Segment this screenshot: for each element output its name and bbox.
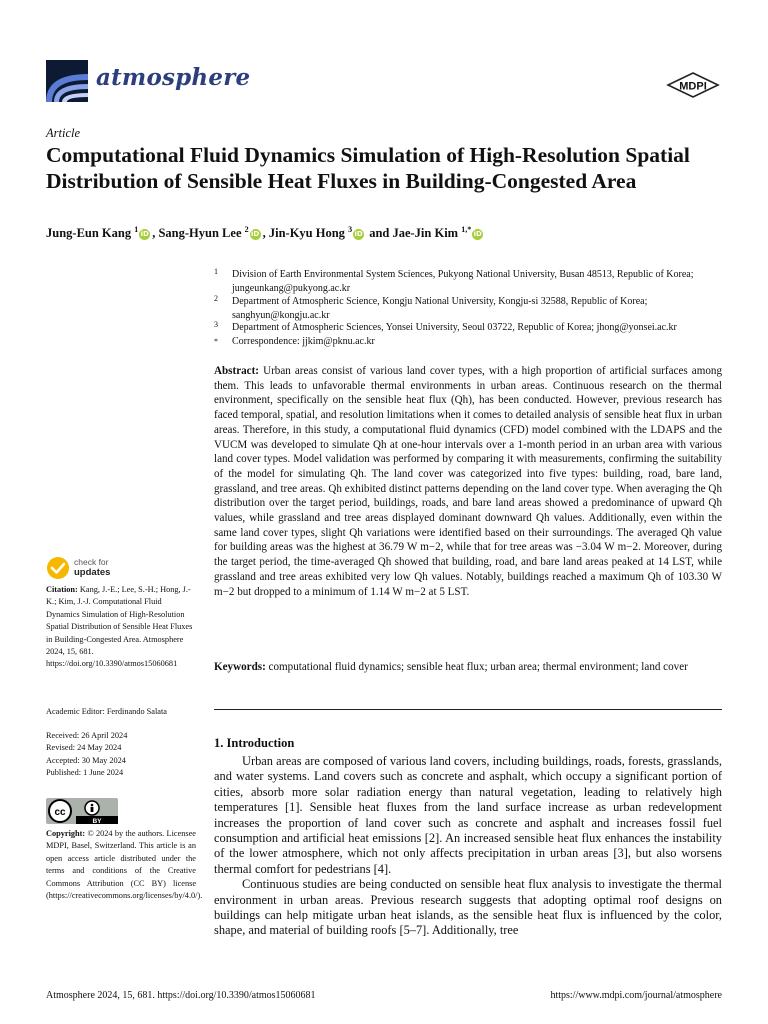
orcid-icon[interactable]: iD [140, 230, 149, 238]
introduction-body [214, 754, 722, 939]
abstract-text: Urban areas consist of various land cover types, with a high proportion of artificial surfaces among them. This leads to unfavorable thermal environments in urban areas. Continuous research on the thermal environment, specifically on the sensible heat flux (Qh), has been conducted. However, previous research has faced temporal, spatial, and resolution limitations when it comes to detailed analysis of sensible heat flux in urban areas. Therefore, in this study, a computational fluid dynamics (CFD) model combined with the LDAPS and the VUCM was developed to simulate Qh at one-hour intervals over a 1-month period in an urban area with various land cover types. Model validation was performed by comparing it with measurements, confirming the suitability of the model for simulating Qh. The land cover was categorized into five types: building, road, bare land, grassland, and tree areas. Qh exhibited distinct patterns depending on the land cover type. When averaging the Qh distribution over the target period, buildings, roads, and bare land areas showed a predominance of upward Qh values, while grassland and tree areas displayed dominant downward Qh values. Additionally, even within the same land cover types, slight Qh variations were identified based on their surroundings. The averaged Qh value for building areas was the highest at 36.79 W m−2, while that for tree areas was −3.04 W m−2. Moreover, during the target period, the time-averaged Qh showed that building, road, and bare land areas peaked at 14 LST, while grassland and tree areas exhibited very low Qh values. Notably, buildings reached a maximum Qh of 103.30 W m−2 but dropped to a minimum of 1.14 W m−2 at 5 LST. [214, 365, 722, 598]
author-name[interactable]: Jin-Kyu Hong [268, 226, 345, 240]
footer-journal-url[interactable]: https://www.mdpi.com/journal/atmosphere [550, 990, 722, 1001]
academic-editor: Academic Editor: Ferdinando Salata [46, 707, 167, 716]
author-name[interactable]: Sang-Hyun Lee [158, 226, 242, 240]
orcid-icon[interactable]: iD [473, 230, 482, 238]
svg-text:MDPI: MDPI [679, 80, 707, 93]
mdpi-logo-icon [666, 72, 720, 98]
check-for-updates-button[interactable]: check for updates [46, 556, 166, 582]
citation: Citation: Kang, J.-E.; Lee, S.-H.; Hong, J.-K.; Kim, J.-J. Computational Fluid Dynamics Simulation of High-Resolution Spatial Distribution of Sensible Heat Fluxes in Building-Congested Area. Atmosphere 2024, 15, 681. https://doi.org/10.3390/atmos15060681 [46, 585, 193, 669]
divider [214, 709, 722, 710]
orcid-icon[interactable]: iD [354, 230, 363, 238]
copyright: Copyright: © 2024 by the authors. Licensee MDPI, Basel, Switzerland. This article is an open access article distributed under the terms and conditions of the Creative Commons Attribution (CC BY) license (https://creativecommons.org/licenses/by/4.0/). [46, 829, 203, 901]
paragraph: Continuous studies are being conducted on sensible heat flux analysis to investigate the thermal environment in urban areas. Previous research suggests that adopting optimal roof designs on buildings can help mitigate urban heat islands, as the sensible heat flux is influenced by the color, shape, and material of building roofs [5–7]. Additionally, tree [214, 877, 722, 938]
author-name[interactable]: Jae-Jin Kim [392, 226, 459, 240]
abstract-label: Abstract: [214, 365, 259, 377]
author-name[interactable]: Jung-Eun Kang [46, 226, 132, 240]
journal-logo-icon [46, 60, 88, 102]
orcid-icon[interactable]: iD [251, 230, 260, 238]
dates: Received: 26 April 2024 Revised: 24 May 2024 Accepted: 30 May 2024 Published: 1 June 2024 [46, 731, 128, 778]
keywords-text: computational fluid dynamics; sensible heat flux; urban area; thermal environment; land cover [268, 661, 688, 673]
author-list: Jung-Eun Kang $^1$iD , Sang-Hyun Lee $^2$iD , Jin-Kyu Hong $^3$iD and Jae-Jin Kim $^{1,*}$iD [46, 224, 482, 240]
keywords [214, 660, 722, 675]
paragraph: Urban areas are composed of various land covers, including buildings, roads, forests, grasslands, and water systems. Land covers such as concrete and asphalt, which occupy a significant portion of cities, absorb more solar radiation energy than natural vegetation, leading to relatively high temperatures [1]. Sensible heat fluxes from the land surface increase as urban redevelopment increases the proportion of land cover such as concrete and asphalt and increases fossil fuel consumption and artificial heat emissions [2]. An increased sensible heat flux enhances the instability of the lower atmosphere, which not only affects precipitation in urban areas [3], but also worsens thermal comfort for pedestrians [4]. [214, 754, 722, 876]
abstract [214, 364, 722, 599]
journal-name: atmosphere [96, 64, 251, 91]
check-updates-icon [46, 556, 70, 580]
footer-citation: Atmosphere 2024, 15, 681. https://doi.org/10.3390/atmos15060681 [46, 990, 316, 1001]
keywords-label: Keywords: [214, 661, 266, 673]
svg-text:cc: cc [54, 807, 66, 818]
paper-title: Computational Fluid Dynamics Simulation of High-Resolution Spatial Distribution of Sensible Heat Fluxes in Building-Congested Area [46, 143, 690, 193]
section-heading: 1. Introduction [214, 736, 295, 750]
cc-by-license-icon[interactable] [46, 798, 118, 824]
svg-text:BY: BY [92, 817, 102, 824]
article-type: Article [46, 126, 81, 140]
